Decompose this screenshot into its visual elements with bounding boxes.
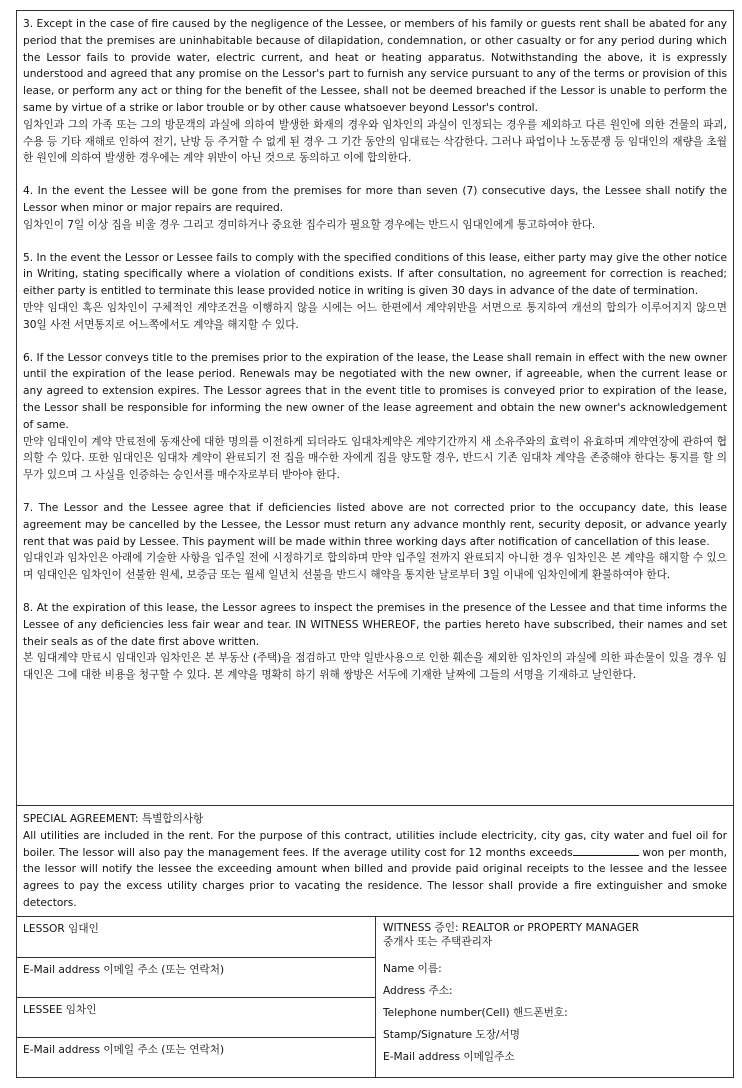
clause-text-en: 7. The Lessor and the Lessee agree that if deficiencies listed above are not corrected prior to the occupancy date, this lease agreement may be cancelled by the Lessee, the Lessor must return any advance monthly rent, security deposit, or advance yearly rent that was paid by Lessee. This payment will be made within three working days after notification of cancellation of this lease. — [23, 501, 727, 548]
parties-signature-block — [17, 917, 376, 1078]
clause-text-ko: 만약 임대인 혹은 임차인이 구체적인 계약조건을 이행하지 않을 시에는 어느 한편에서 계약위반을 서면으로 통지하여 개선의 합의가 이루어지지 않으면 30일 사전 서면통지로 어느쪽에서도 계약을 해지할 수 있다. — [23, 301, 727, 331]
witness-address-field[interactable]: Address 주소: — [383, 985, 453, 997]
clause-text-ko: 임차인과 그의 가족 또는 그의 방문객의 과실에 의하여 발생한 화재의 경우와 임차인의 과실이 인정되는 경우를 제외하고 다른 원인에 의한 건물의 파괴, 수용 등 기타 재해로 인하여 전기, 난방 등 주거할 수 없게 된 경우 그 기간 동안의 임대료는 삭감한다. 그러나 파업이나 노동분쟁 등 임대인의 재량을 초월한 원인에 의하여 발생한 경우에는 계약 위반이 아닌 것으로 동의하고 이에 합의한다. — [23, 118, 727, 165]
lessee-label: LESSEE 임차인 — [23, 1004, 97, 1016]
clause-text-en: 8. At the expiration of this lease, the Lessor agrees to inspect the premises in the presence of the Lessee and that time informs the Lessee of any deficiencies less fair wear and tear. IN WITNESS WHEREOF, the parties hereto have subscribed, their names and set their seals as of the date first above written. — [23, 601, 727, 648]
witness-subtitle: 중개사 또는 주택관리자 — [383, 936, 493, 948]
clause-text-en: 4. In the event the Lessee will be gone from the premises for more than seven (7) consecutive days, the Lessee shall notify the Lessor when minor or major repairs are required. — [23, 185, 727, 214]
lessor-email-field[interactable] — [17, 958, 376, 998]
witness-title: WITNESS 증인: REALTOR or PROPERTY MANAGER — [383, 922, 640, 934]
clause-3 — [23, 16, 727, 167]
amount-blank-field[interactable] — [573, 845, 639, 856]
clause-4 — [23, 183, 727, 233]
special-agreement — [17, 805, 733, 912]
clause-text-en: 6. If the Lessor conveys title to the premises prior to the expiration of the lease, the Lease shall remain in effect with the new owner until the expiration of the lease period. Renewals may be negotiated with the new owner, if agreeable, when the current lease or any agreed to extension expires. The Lessor agrees that in the event title to promises is conveyed prior to expiration of the lease, the Lessor shall be responsible for informing the new owner of the lease agreement and obtain the new owner's acknowledgement of same. — [23, 351, 727, 431]
clause-text-ko: 본 임대계약 만료시 임대인과 임차인은 본 부동산 (주택)을 점검하고 만약 일반사용으로 인한 훼손을 제외한 임차인의 과실에 의한 파손물이 있을 경우 임대인은 그에 대한 비용을 청구할 수 있다. 본 계약을 명확히 하기 위해 쌍방은 서두에 기재한 날짜에 그들의 서명을 기재하고 날인한다. — [23, 652, 727, 682]
clause-text-en: 5. In the event the Lessor or Lessee fails to comply with the specified conditions of this lease, either party may give the other notice in Writing, stating specifically where a violation of conditions exists. If after consultation, no agreement for correction is reached; either party is entitled to terminate this lease provided notice in writing is given 30 days in advance of the date of termination. — [23, 251, 727, 298]
witness-email-field[interactable]: E-Mail address 이메일주소 — [383, 1051, 515, 1063]
lessor-field[interactable] — [17, 917, 376, 958]
witness-name-field[interactable]: Name 이름: — [383, 963, 442, 975]
special-text-part-1: All utilities are included in the rent. For the purpose of this contract, utilities include electricity, city gas, city water and fuel oil for boiler. The lessor will also pay the management fees. If the average utility cost for 12 months exceeds — [23, 829, 727, 859]
lessor-label: LESSOR 임대인 — [23, 923, 99, 935]
lessee-email-label: E-Mail address 이메일 주소 (또는 연락처) — [23, 1044, 225, 1056]
lessee-field[interactable] — [17, 998, 376, 1038]
clause-7 — [23, 500, 727, 584]
clause-text-ko: 임대인과 임차인은 아래에 기술한 사항을 입주일 전에 시정하기로 합의하며 만약 입주일 전까지 완료되지 아니한 경우 임차인은 본 계약을 해지할 수 있으며 임대인은 임차인이 선불한 원세, 보증금 또는 월세 일년치 선불을 반드시 해약을 통지한 날로부터 3일 이내에 임차인에게 환불하여야 한다. — [23, 552, 727, 582]
clause-5 — [23, 250, 727, 334]
lease-document — [16, 10, 734, 1078]
clause-text-ko: 임차인이 7일 이상 집을 비울 경우 그리고 경미하거나 중요한 집수리가 필요할 경우에는 반드시 임대인에게 통고하여야 한다. — [23, 218, 596, 231]
witness-telephone-field[interactable]: Telephone number(Cell) 핸드폰번호: — [383, 1007, 568, 1019]
clause-8 — [23, 600, 727, 684]
clause-text-ko: 만약 임대인이 계약 만료전에 동재산에 대한 명의를 이전하게 되더라도 임대차계약은 계약기간까지 새 소유주와의 효력이 유효하며 계약연장에 관하여 협의할 수 있다. 또한 임대인은 임대차 계약이 완료되기 전 집을 매수한 자에게 집을 양도할 경우, 반드시 기존 임대차 계약을 존중해야 한다는 통지를 할 의무가 있으며 그 사실을 인증하는 승인서를 매수자로부터 받아야 한다. — [23, 435, 727, 482]
lessor-email-label: E-Mail address 이메일 주소 (또는 연락처) — [23, 964, 225, 976]
lease-clauses — [17, 11, 733, 700]
witness-stamp-field[interactable]: Stamp/Signature 도장/서명 — [383, 1029, 520, 1041]
signature-section — [17, 916, 733, 1077]
special-agreement-heading: SPECIAL AGREEMENT: 특별합의사항 — [23, 813, 204, 825]
special-agreement-text — [23, 828, 727, 912]
clause-6 — [23, 350, 727, 484]
clause-text-en: 3. Except in the case of fire caused by the negligence of the Lessee, or members of his family or guests rent shall be abated for any period that the premises are uninhabitable because of dilapidation, condemnation, or other casualty or for any period during which the Lessor fails to provide water, electric current, and heat or heating apparatus. Notwithstanding the above, it is expressly understood and agreed that any promise on the Lessor's part to furnish any service pursuant to any of the terms or provision of this lease, or perform any act or thing for the benefit of the Lessee, shall not be deemed breached if the Lessor is unable to perform the same by virtue of a strike or labor trouble or by other cause whatsoever beyond Lessor's control. — [23, 18, 727, 114]
lessee-email-field[interactable] — [17, 1038, 376, 1078]
witness-block — [377, 917, 733, 1078]
special-text-part-2: won per month, the lessor will notify the lessee the exceeding amount when billed and provide paid original receipts to the lessee and the lessee agrees to pay the excess utility charges prior to vacating the residence. The lessor shall provide a fire extinguisher and smoke detectors. — [23, 846, 727, 909]
